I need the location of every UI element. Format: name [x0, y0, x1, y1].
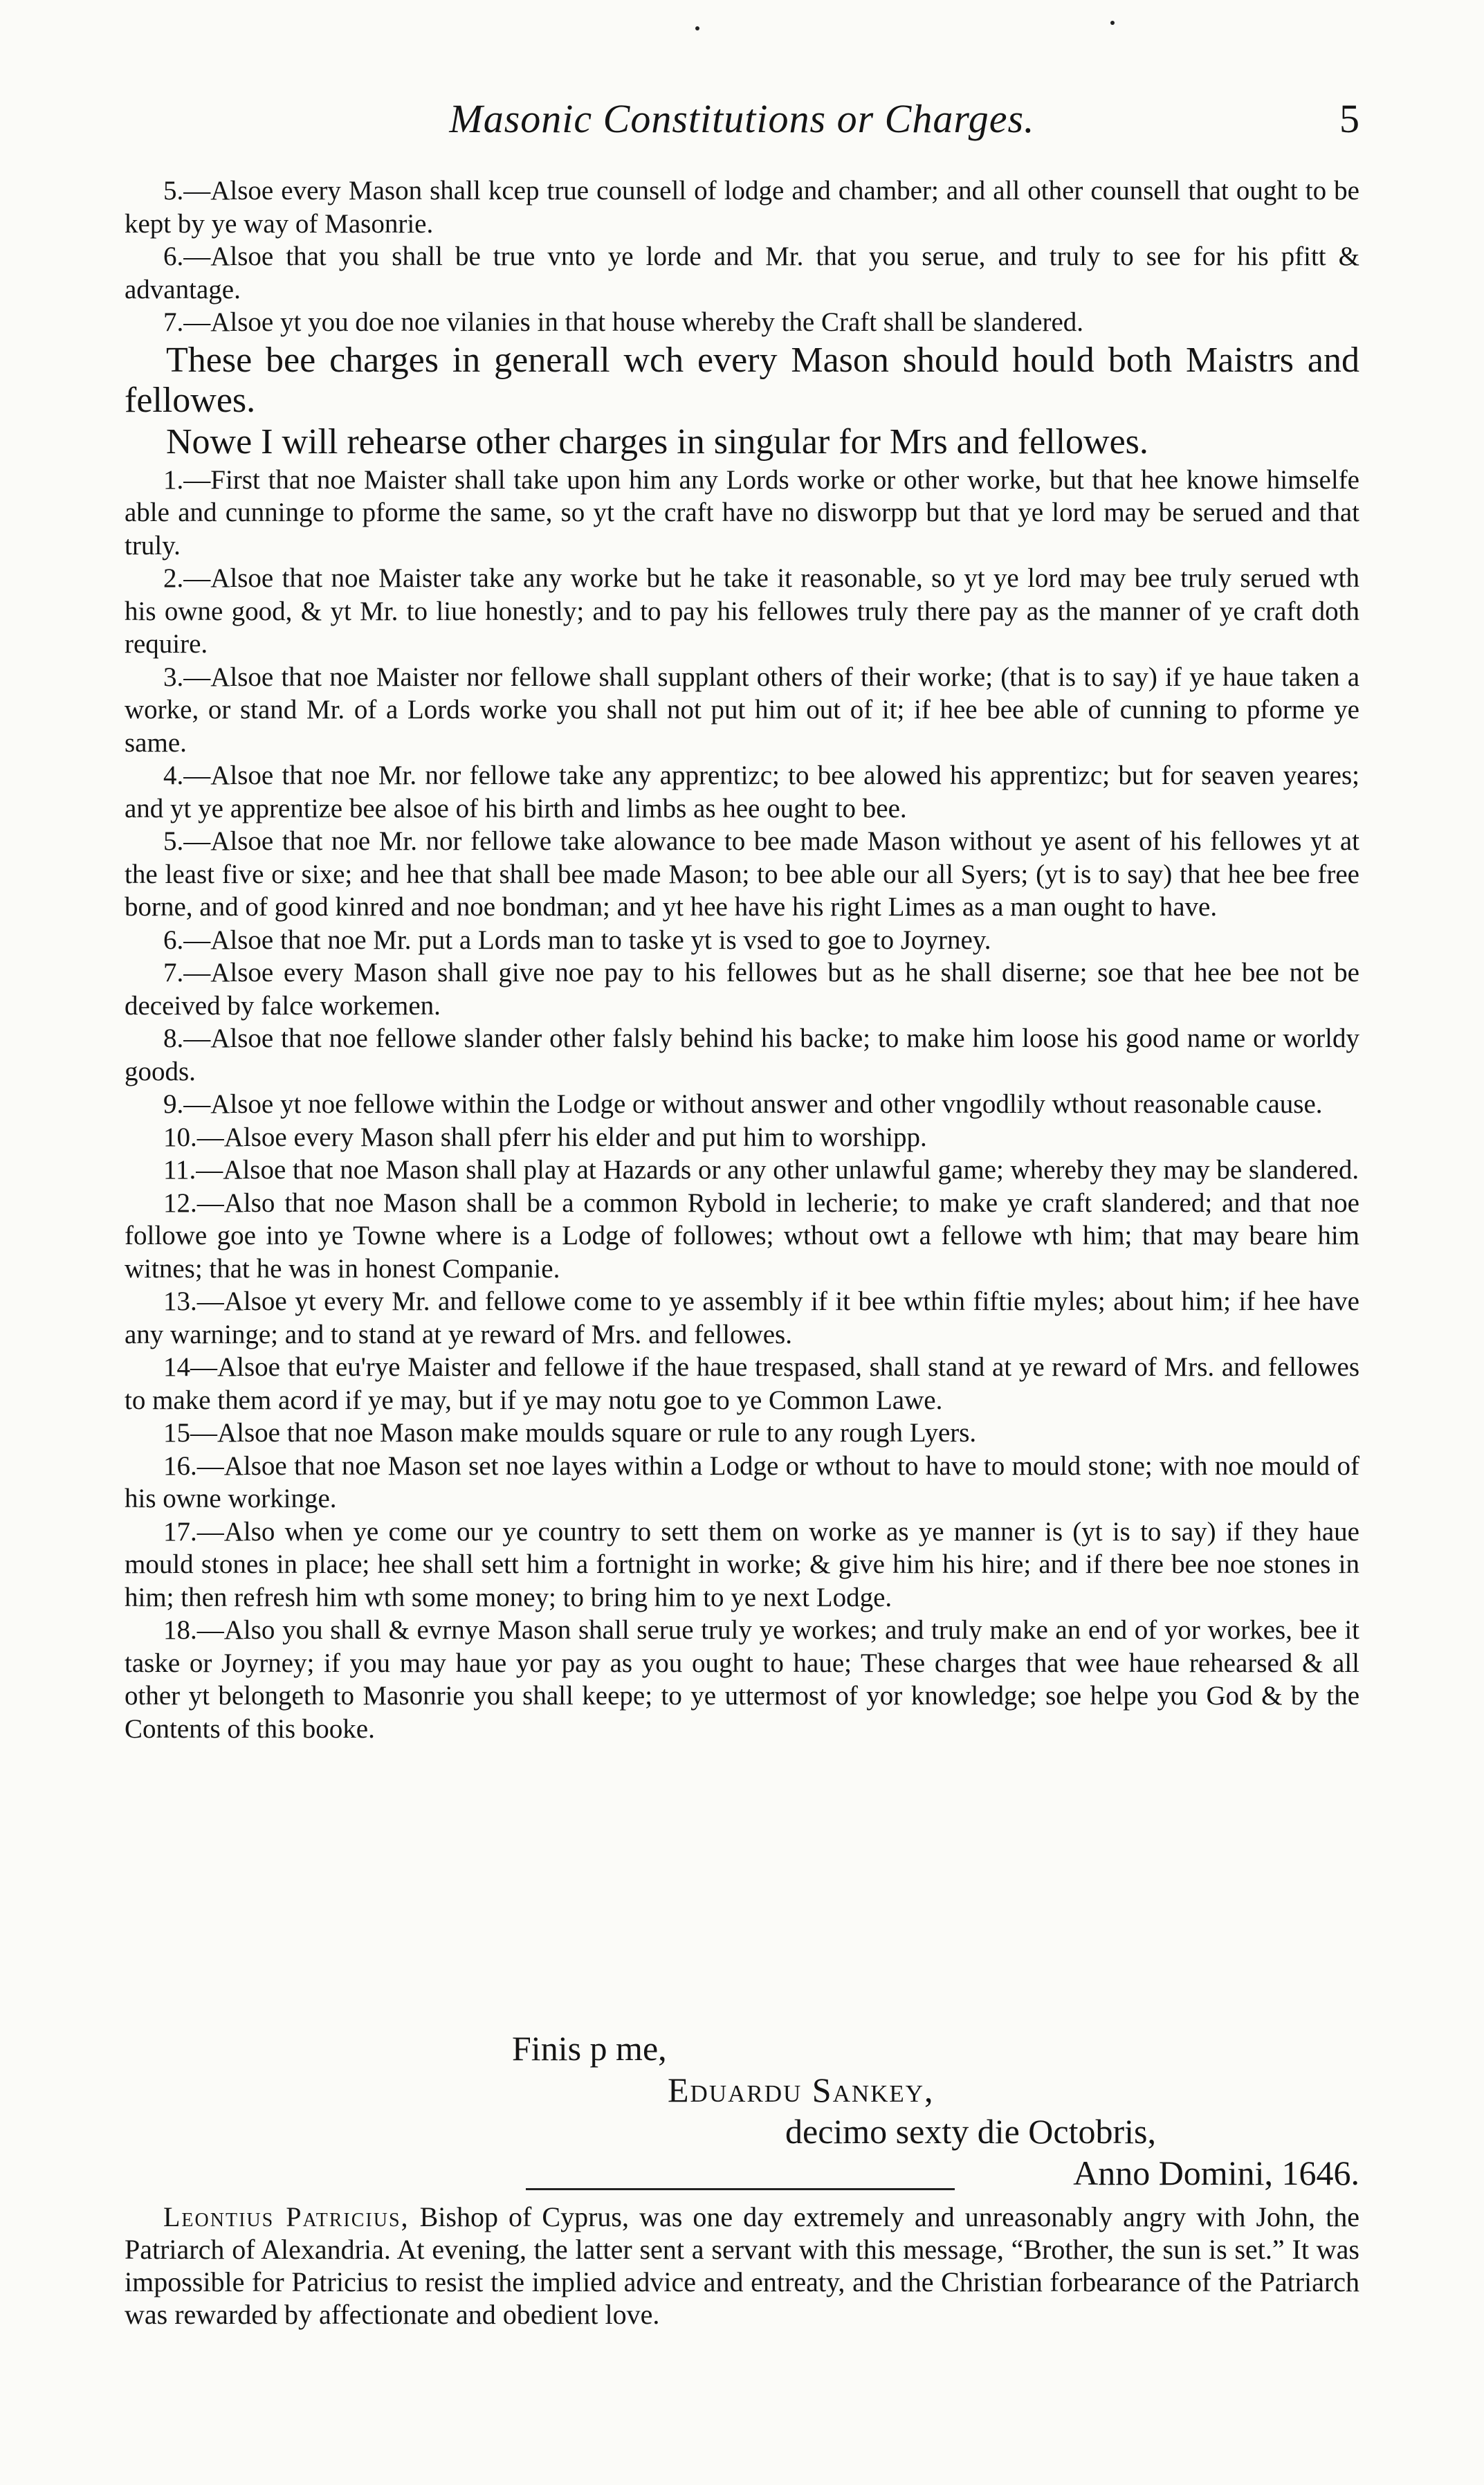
charge-item: 13.—Alsoe yt every Mr. and fellowe come to ye assembly if it bee wthin fiftie myles; about him; if hee have any warninge; and to stand at ye reward of Mrs. and fellowes.: [125, 1286, 1359, 1349]
page-number: 5: [1339, 96, 1359, 141]
charge-item: 3.—Alsoe that noe Maister nor fellowe shall supplant others of their worke; (that is to say) if ye haue taken a worke, or stand Mr. of a Lords worke you shall not put him out of it; if hee bee able of cunning to pforme ye same.: [125, 662, 1359, 758]
charge-item: 5.—Alsoe that noe Mr. nor fellowe take alowance to bee made Mason without ye asent of his fellowes yt at the least five or sixe; and hee that shall bee made Mason; to bee able our all Syers; (yt is to say) that hee bee free borne, and of good kinred and noe bondman; and yt hee have his right Limes as a man ought to have.: [125, 826, 1359, 922]
signature-name: Eduardu Sankey,: [668, 2070, 935, 2109]
signature-date: decimo sexty die Octobris,: [785, 2112, 1156, 2151]
charge-item: 11.—Alsoe that noe Mason shall play at Hazards or any other unlawful game; whereby they may be slandered.: [163, 1155, 1359, 1185]
charge-item: 15—Alsoe that noe Mason make moulds square or rule to any rough Lyers.: [163, 1418, 977, 1448]
anecdote-text: Bishop of Cyprus, was one day extremely and unreasonably angry with John, the Patriarch of Alexandria. At evening, the latter sent a servant with this message, “Brother, the sun is set.” It was impossible for Patricius to resist the implied advice and entreaty, and the Christian forbearance of the Patriarch was rewarded by affectionate and obedient love.: [125, 2201, 1359, 2330]
paragraph: 5.—Alsoe every Mason shall kcep true counsell of lodge and chamber; and all other counsell that ought to be kept by ye way of Masonrie.: [125, 176, 1359, 239]
charge-item: 14—Alsoe that eu'rye Maister and fellowe if the haue trespased, shall stand at ye reward of Mrs. and fellowes to make them acord if ye may, but if ye may notu goe to ye Common Lawe.: [125, 1352, 1359, 1415]
paragraph: 7.—Alsoe yt you doe noe vilanies in that house whereby the Craft shall be slandered.: [163, 307, 1083, 337]
charge-item: 2.—Alsoe that noe Maister take any worke but he take it reasonable, so yt ye lord may bee truly serued wth his owne good, & yt Mr. to liue honestly; and to pay his fellowes truly there pay as the manner of ye craft doth require.: [125, 563, 1359, 659]
page-header: [125, 95, 1359, 158]
paragraph: 6.—Alsoe that you shall be true vnto ye lorde and Mr. that you serue, and truly to see for his pfitt & advantage.: [125, 242, 1359, 304]
charge-item: 7.—Alsoe every Mason shall give noe pay to his fellowes but as he shall diserne; soe that hee bee not be deceived by falce workemen.: [125, 958, 1359, 1021]
signature-finis: Finis p me,: [512, 2029, 667, 2068]
section-divider: [526, 2188, 955, 2190]
signature-year: Anno Domini, 1646.: [1073, 2154, 1359, 2192]
charge-item: 10.—Alsoe every Mason shall pferr his elder and put him to worshipp.: [163, 1122, 927, 1152]
charge-item: 12.—Also that noe Mason shall be a common Rybold in lecherie; to make ye craft slandered; and that noe followe goe into ye Towne where is a Lodge of followes; wthout owt a fellowe wth him; that may beare him witnes; that he was in honest Companie.: [125, 1187, 1359, 1284]
charge-item: 9.—Alsoe yt noe fellowe within the Lodge or without answer and other vngodlily wthout reasonable cause.: [163, 1089, 1323, 1119]
charge-item: 4.—Alsoe that noe Mr. nor fellowe take any apprentizc; to bee alowed his apprentizc; but for seaven yeares; and yt ye apprentize bee alsoe of his birth and limbs as hee ought to bee.: [125, 761, 1359, 823]
charge-item: 17.—Also when ye come our ye country to sett them on worke as ye manner is (yt is to say) if they haue mould stones in place; hee shall sett him a fortnight in worke; & give him his hire; and if there bee noe stones in him; then refresh him wth some money; to bring him to ye next Lodge.: [125, 1516, 1359, 1612]
running-title: Masonic Constitutions or Charges.: [449, 96, 1035, 141]
print-speck: [695, 26, 699, 30]
print-speck: [1110, 21, 1115, 25]
charge-item: 6.—Alsoe that noe Mr. put a Lords man to taske yt is vsed to goe to Joyrney.: [163, 925, 991, 955]
anecdote: [125, 2201, 1359, 2331]
section-intro: These bee charges in generall wch every Mason should hould both Maistrs and fellowes.: [125, 340, 1359, 420]
charge-item: 18.—Also you shall & evrnye Mason shall serue truly ye workes; and truly make an end of yor workes, bee it taske or Joyrney; if you may haue yor pay as you ought to haue; These charges that wee haue rehearsed & all other yt belongeth to Masonrie you shall keepe; to ye uttermost of yor knowledge; soe helpe you God & by the Contents of this booke.: [125, 1615, 1359, 1744]
main-text: [125, 174, 1359, 1745]
section-intro: Nowe I will rehearse other charges in singular for Mrs and fellowes.: [166, 421, 1148, 462]
charge-item: 8.—Alsoe that noe fellowe slander other falsly behind his backe; to make him loose his good name or worldy goods.: [125, 1023, 1359, 1086]
anecdote-name: Leontius Patricius,: [163, 2201, 410, 2232]
charge-item: 1.—First that noe Maister shall take upon him any Lords worke or other worke, but that hee knowe himselfe able and cunninge to pforme the same, so yt the craft have no disworpp but that ye lord may be serued and that truly.: [125, 464, 1359, 561]
charge-item: 16.—Alsoe that noe Mason set noe layes within a Lodge or wthout to have to mould stone; with noe mould of his owne workinge.: [125, 1450, 1359, 1513]
